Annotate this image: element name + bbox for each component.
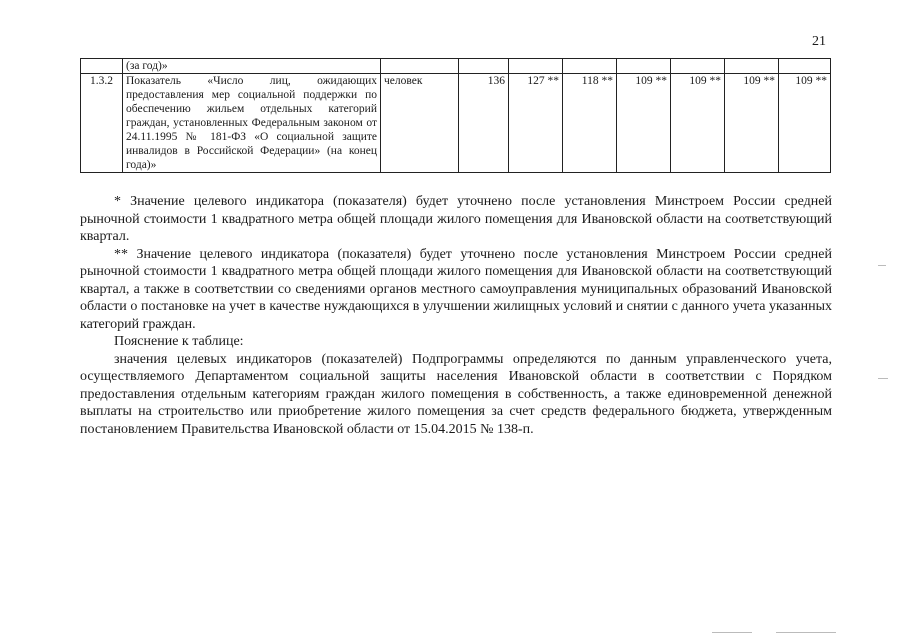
row-code [81,59,123,74]
table-row [81,74,831,173]
row-value: 109 ** [779,74,831,173]
row-value [563,59,617,74]
row-value: 109 ** [725,74,779,173]
row-value [459,59,509,74]
footnote-single-asterisk: * Значение целевого индикатора (показателя) будет уточнено после установления Минстроем России средней рыночной стоимости 1 квадратного метра общей площади жилого помещения для Ивановской области на соответствующий квартал. [80,194,832,244]
table-notes [80,193,832,438]
row-value [779,59,831,74]
scan-mark [776,632,836,633]
row-value [509,59,563,74]
scan-mark [878,265,886,266]
explanation-text: значения целевых индикаторов (показателей) Подпрограммы определяются по данным управленческого учета, осуществляемого Департаментом социальной защиты населения Ивановской области в соответствии с Порядком предоставления отдельным категориям граждан жилого помещения в собственность, а также единовременной денежной выплаты на строительство или приобретение жилого помещения за счет средств федерального бюджета, утвержденным постановлением Правительства Ивановской области от 15.04.2015 № 138-п. [80,351,832,437]
table-row [81,59,831,74]
row-value: 118 ** [563,74,617,173]
row-unit: человек [381,74,459,173]
row-code: 1.3.2 [81,74,123,173]
row-unit [381,59,459,74]
row-value [725,59,779,74]
row-value: 136 [459,74,509,173]
row-value [617,59,671,74]
page-number: 21 [812,34,826,49]
footnote-double-asterisk: ** Значение целевого индикатора (показателя) будет уточнено после установления Минстроем России средней рыночной стоимости 1 квадратного метра общей площади жилого помещения для Ивановской области на соответствующий квартал, а также в соответствии со сведениями органов местного самоуправления муниципальных образований Ивановской области о постановке на учет в качестве нуждающихся в улучшении жилищных условий и снятии с данного учета указанных категорий граждан. [80,246,832,332]
row-value: 109 ** [617,74,671,173]
row-description: (за год)» [123,59,381,74]
scan-mark [712,632,752,633]
row-description: Показатель «Число лиц, ожидающих предоставления мер социальной поддержки по обеспечению жильем отдельных категорий граждан, установленных Федеральным законом от 24.11.1995 № 181-ФЗ «О социальной защите инвалидов в Российской Федерации» (на конец года)» [123,74,381,173]
explanation-caption: Пояснение к таблице: [114,334,244,349]
row-value: 127 ** [509,74,563,173]
indicators-table [80,58,831,173]
row-value: 109 ** [671,74,725,173]
row-value [671,59,725,74]
scan-mark [878,378,888,379]
